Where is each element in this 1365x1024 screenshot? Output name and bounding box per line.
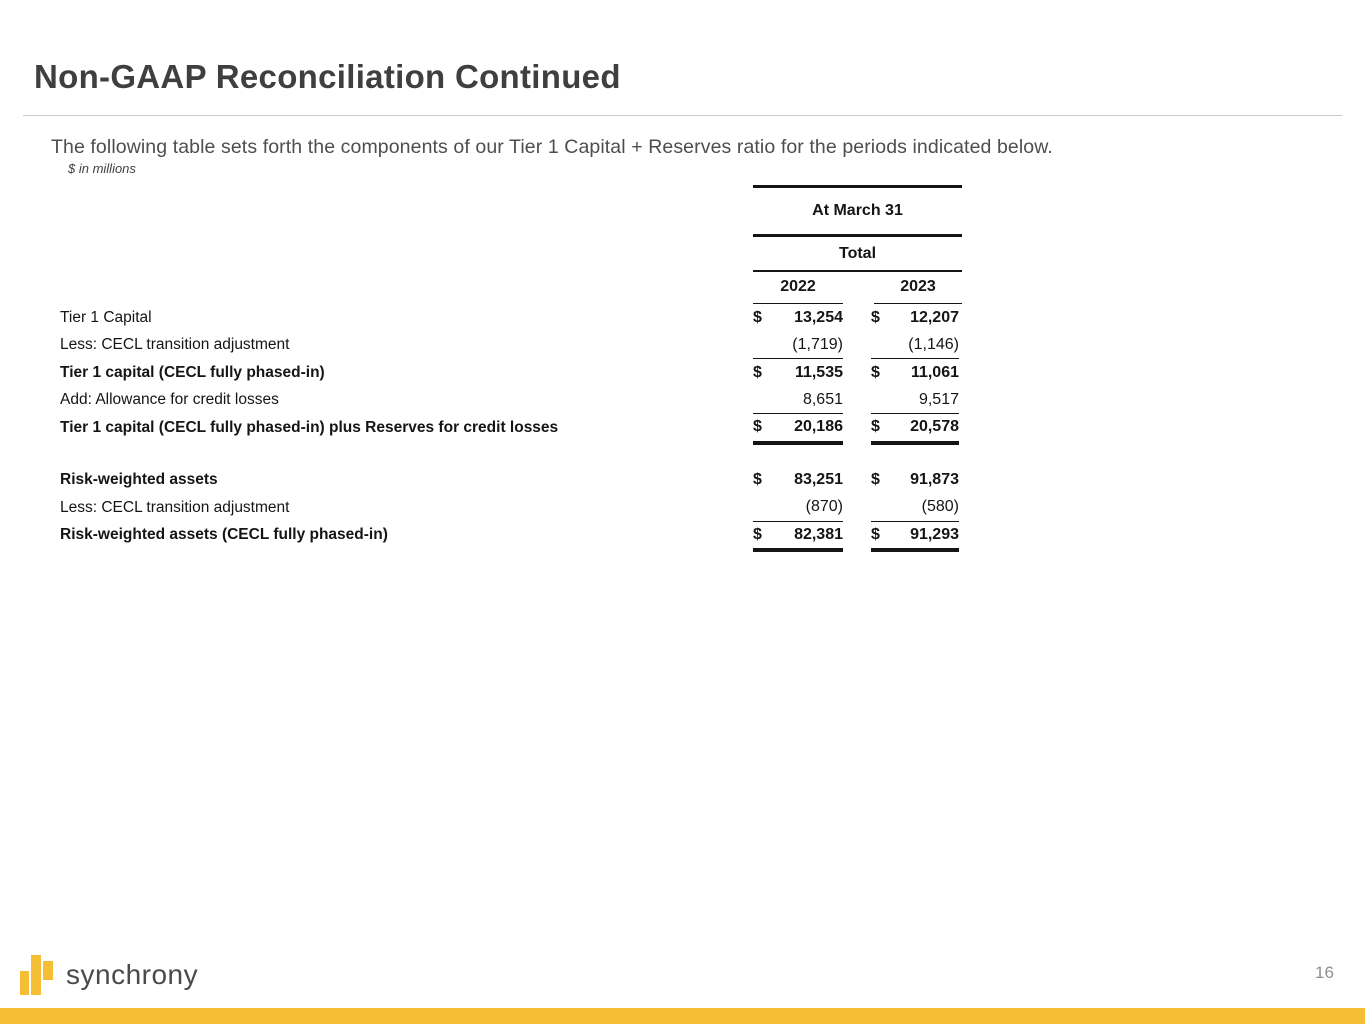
column-gap [843,359,871,387]
value-2022 [753,387,843,415]
amount: (870) [805,498,843,516]
table-row [60,332,962,360]
amount: 91,873 [910,471,959,489]
value-2022 [753,332,843,360]
currency-symbol: $ [871,525,880,543]
value-2023 [871,304,959,332]
amount: 12,207 [910,308,959,326]
amount: (1,146) [908,335,959,353]
amount: 11,535 [794,363,843,381]
accent-bottom-bar [0,1008,1365,1024]
year-2022-header: 2022 [753,272,843,304]
value-2022 [753,414,843,442]
value-2023 [871,494,959,522]
value-2022 [753,522,843,550]
table-body [60,304,962,549]
currency-symbol: $ [753,525,762,543]
amount: 11,061 [910,363,959,381]
amount: (580) [921,498,959,516]
table-header-total: Total [838,245,877,262]
column-gap [843,414,871,442]
column-gap [843,332,871,360]
logo-bar-floating [43,961,53,980]
table-row [60,387,962,415]
row-label: Risk-weighted assets (CECL fully phased-in) [60,526,388,544]
amount: 20,186 [794,418,843,436]
table-row [60,494,962,522]
value-2023 [871,467,959,495]
row-label: Tier 1 capital (CECL fully phased-in) plus Reserves for credit losses [60,418,559,436]
page-title: Non-GAAP Reconciliation Continued [34,58,621,95]
amount: 91,293 [910,525,959,543]
table-header [753,185,962,304]
logo-bar-short [20,971,29,995]
table-header-years [753,272,962,304]
currency-symbol: $ [871,308,880,326]
currency-symbol: $ [753,471,762,489]
column-gap [843,387,871,415]
amount: (1,719) [792,335,843,353]
value-2022 [753,467,843,495]
amount: 8,651 [802,390,843,408]
amount: 9,517 [918,390,959,408]
column-gap [843,467,871,495]
value-2022 [753,494,843,522]
currency-symbol: $ [871,418,880,436]
row-label: Tier 1 Capital [60,308,152,326]
currency-symbol: $ [871,363,880,381]
value-2023 [871,359,959,387]
table-spacer-row [60,442,962,467]
amount: 83,251 [794,471,843,489]
bar-chart-logo-icon [20,953,54,999]
table-row [60,359,962,387]
year-2023-header: 2023 [874,272,962,304]
currency-symbol: $ [871,471,880,489]
row-label: Risk-weighted assets [60,471,218,489]
page-number: 16 [1315,963,1334,982]
amount: 82,381 [794,525,843,543]
value-2022 [753,359,843,387]
value-2023 [871,522,959,550]
currency-symbol: $ [753,363,762,381]
column-gap [843,522,871,550]
title-divider [23,115,1342,116]
value-2023 [871,414,959,442]
value-2023 [871,387,959,415]
subtitle: The following table sets forth the components of our Tier 1 Capital + Reserves ratio for the periods indicated below. [51,136,1053,158]
row-label: Add: Allowance for credit losses [60,391,279,409]
row-label: Less: CECL transition adjustment [60,498,290,516]
table-row [60,467,962,495]
logo-bar-tall [31,955,41,995]
currency-symbol: $ [753,418,762,436]
table-header-period: At March 31 [812,202,903,219]
units-note: $ in millions [68,161,136,176]
logo-wordmark: synchrony [66,959,199,990]
currency-symbol: $ [753,308,762,326]
value-2023 [871,332,959,360]
row-label: Tier 1 capital (CECL fully phased-in) [60,363,325,381]
column-gap [843,304,871,332]
column-gap [843,494,871,522]
table-row [60,414,962,442]
value-2022 [753,304,843,332]
amount: 13,254 [794,308,843,326]
row-label: Less: CECL transition adjustment [60,336,290,354]
table-row [60,304,962,332]
amount: 20,578 [910,418,959,436]
table-row [60,522,962,550]
